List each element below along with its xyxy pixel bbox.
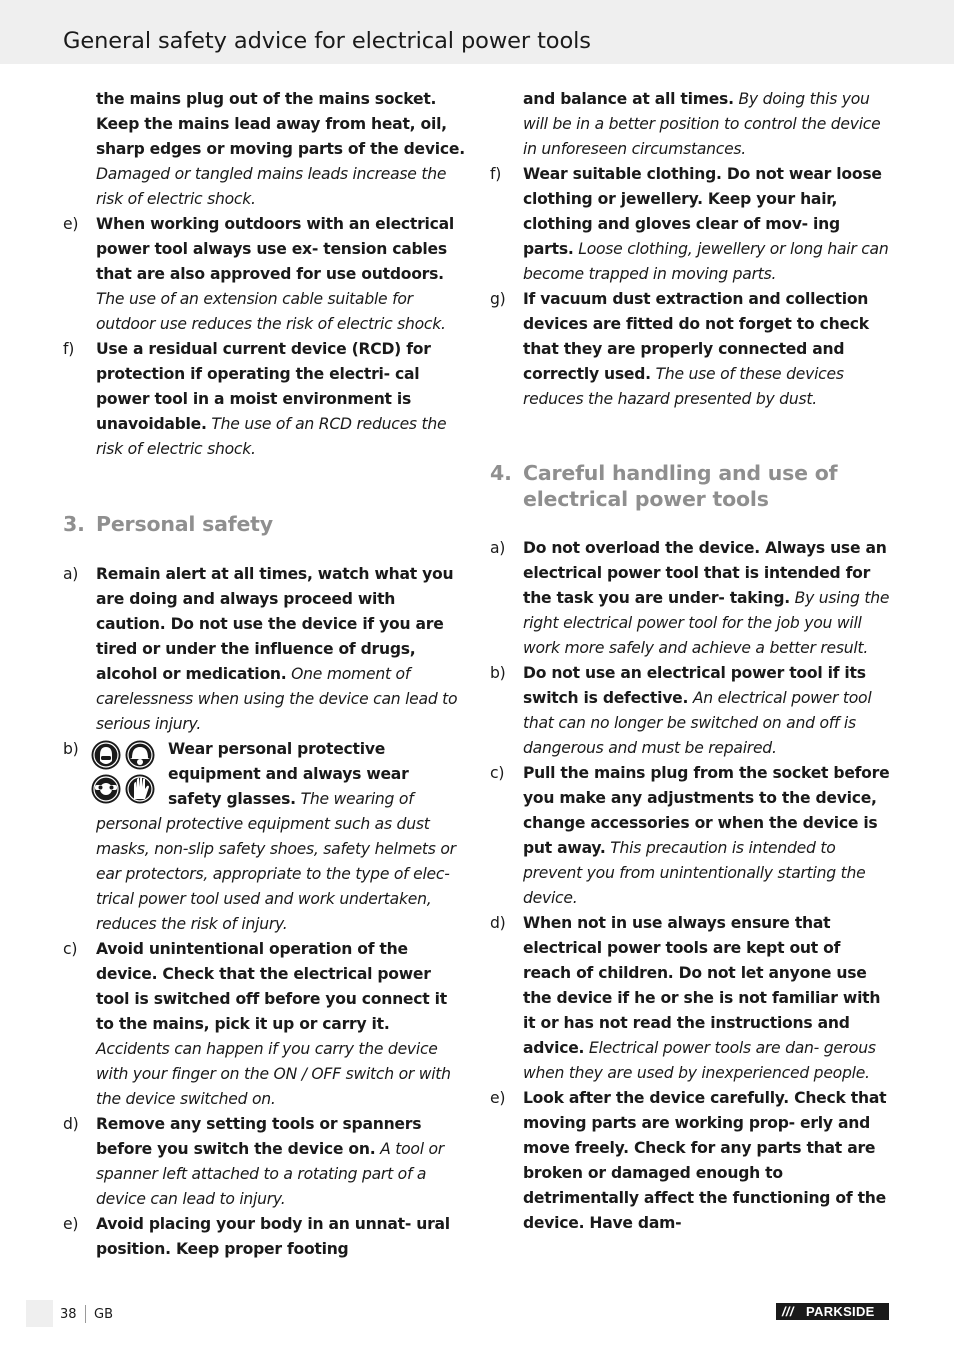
list-item xyxy=(60,737,465,937)
item-italic-text: One moment of carelessness when using the device can lead to serious injury. xyxy=(96,665,458,733)
section-heading xyxy=(487,460,890,512)
item-italic-text: This precaution is intended to prevent you from unintentionally starting the device. xyxy=(523,839,866,907)
footer-divider xyxy=(85,1305,86,1323)
list-item xyxy=(487,1086,890,1236)
right-column xyxy=(487,87,890,1236)
list-item xyxy=(487,661,890,761)
item-bold-text: Use a residual current device (RCD) for protection if operating the electri- cal power tool in a moist environment is unavoidable. xyxy=(96,340,431,433)
item-marker: g) xyxy=(490,290,506,308)
item-italic-text: By doing this you will be in a better position to control the device in unforeseen circumstances. xyxy=(523,90,881,158)
list-item xyxy=(60,562,465,737)
item-italic-text: Electrical power tools are dan- gerous when they are used by inexperienced people. xyxy=(523,1039,876,1082)
item-bold-text: When working outdoors with an electrical power tool always use ex- tension cables that are also approved for use outdoors. xyxy=(96,215,455,283)
list-item xyxy=(487,287,890,412)
language-code: GB xyxy=(94,1307,113,1322)
item-marker: b) xyxy=(63,740,79,758)
item-bold-text: Avoid unintentional operation of the device. Check that the electrical power tool is switched off before you connect it to the mains, pick it up or carry it. xyxy=(96,940,447,1033)
list-item xyxy=(60,212,465,337)
page-title: General safety advice for electrical power tools xyxy=(63,28,591,54)
section-title: Personal safety xyxy=(96,512,273,536)
item-bold-text: Do not use an electrical power tool if its switch is defective. xyxy=(523,664,866,707)
section-number: 3. xyxy=(63,512,85,536)
item-marker: b) xyxy=(490,664,506,682)
item-bold-text: Pull the mains plug from the socket before you make any adjustments to the device, change accessories or when the device is put away. xyxy=(523,764,890,857)
item-bold-text: Avoid placing your body in an unnat- ural position. Keep proper footing xyxy=(96,1215,450,1258)
item-italic-text: Accidents can happen if you carry the device with your finger on the ON / OFF switch or with the device switched on. xyxy=(96,1040,451,1108)
list-item xyxy=(487,87,890,162)
brand-slashes: /// xyxy=(782,1304,794,1319)
item-italic-text: By using the right electrical power tool for the job you will work more safely and achieve a better result. xyxy=(523,589,890,657)
brand-logo xyxy=(776,1303,889,1320)
item-bold-text: Wear suitable clothing. Do not wear loose clothing or jewellery. Keep your hair, clothing and gloves clear of mov- ing parts. xyxy=(523,165,882,258)
item-marker: a) xyxy=(63,565,79,583)
footer-page-box xyxy=(26,1300,53,1327)
item-italic-text: The use of an extension cable suitable for outdoor use reduces the risk of electric shock. xyxy=(96,290,446,333)
list-item xyxy=(487,761,890,911)
left-column xyxy=(60,87,465,1262)
item-italic-text: An electrical power tool that can no longer be switched on and off is dangerous and must be repaired. xyxy=(523,689,872,757)
item-marker: d) xyxy=(63,1115,79,1133)
item-bold-text: Look after the device carefully. Check that moving parts are working prop- erly and move freely. Check for any parts that are broken or damaged enough to detrimentally affect the functioning of the device. Have dam- xyxy=(523,1089,887,1232)
item-bold-text: Do not overload the device. Always use an electrical power tool that is intended for the task you are under- taking. xyxy=(523,539,887,607)
item-marker: c) xyxy=(490,764,505,782)
item-bold-text: Remain alert at all times, watch what you are doing and always proceed with caution. Do not use the device if you are tired or under the influence of drugs, alcohol or medication. xyxy=(96,565,454,683)
item-marker: d) xyxy=(490,914,506,932)
item-bold-text: When not in use always ensure that electrical power tools are kept out of reach of children. Do not let anyone use the device if he or she is not familiar with it or has not read the instructions and advice. xyxy=(523,914,881,1057)
item-marker: e) xyxy=(63,1215,79,1233)
ppe-pictograms-icon xyxy=(90,739,156,805)
list-item xyxy=(60,337,465,462)
item-marker: f) xyxy=(490,165,502,183)
list-item xyxy=(487,911,890,1086)
section-title: Careful handling and use of electrical power tools xyxy=(523,461,838,511)
item-bold-text: If vacuum dust extraction and collection devices are fitted do not forget to check that they are properly connected and correctly used. xyxy=(523,290,869,383)
list-item xyxy=(60,1112,465,1212)
page-header xyxy=(0,0,954,64)
item-marker: f) xyxy=(63,340,75,358)
page-number: 38 xyxy=(60,1307,77,1322)
list-item xyxy=(60,937,465,1112)
item-italic-text: A tool or spanner left attached to a rotating part of a device can lead to injury. xyxy=(96,1140,444,1208)
item-bold-text: Remove any setting tools or spanners before you switch the device on. xyxy=(96,1115,422,1158)
list-item xyxy=(487,536,890,661)
item-italic-text: Damaged or tangled mains leads increase the risk of electric shock. xyxy=(96,165,447,208)
item-bold-text: the mains plug out of the mains socket. Keep the mains lead away from heat, oil, sharp edges or moving parts of the device. xyxy=(96,90,465,158)
item-marker: c) xyxy=(63,940,78,958)
item-bold-text: and balance at all times. xyxy=(523,90,734,108)
item-marker: e) xyxy=(63,215,79,233)
section-number: 4. xyxy=(490,461,512,485)
list-item xyxy=(60,87,465,212)
item-marker: e) xyxy=(490,1089,506,1107)
list-item xyxy=(487,162,890,287)
item-marker: a) xyxy=(490,539,506,557)
section-heading xyxy=(60,511,465,537)
item-italic-text: The wearing of personal protective equipment such as dust masks, non-slip safety shoes, safety helmets or ear protectors, appropriate to the type of elec- trical power tool used and work undertaken, reduces the risk of injury. xyxy=(96,790,456,933)
brand-name: PARKSIDE xyxy=(806,1304,875,1319)
item-bold-text: Wear personal protective equipment and always wear safety glasses. xyxy=(168,740,409,808)
list-item xyxy=(60,1212,465,1262)
item-italic-text: The use of an RCD reduces the risk of electric shock. xyxy=(96,415,447,458)
item-italic-text: The use of these devices reduces the hazard presented by dust. xyxy=(523,365,844,408)
item-italic-text: Loose clothing, jewellery or long hair can become trapped in moving parts. xyxy=(523,240,889,283)
